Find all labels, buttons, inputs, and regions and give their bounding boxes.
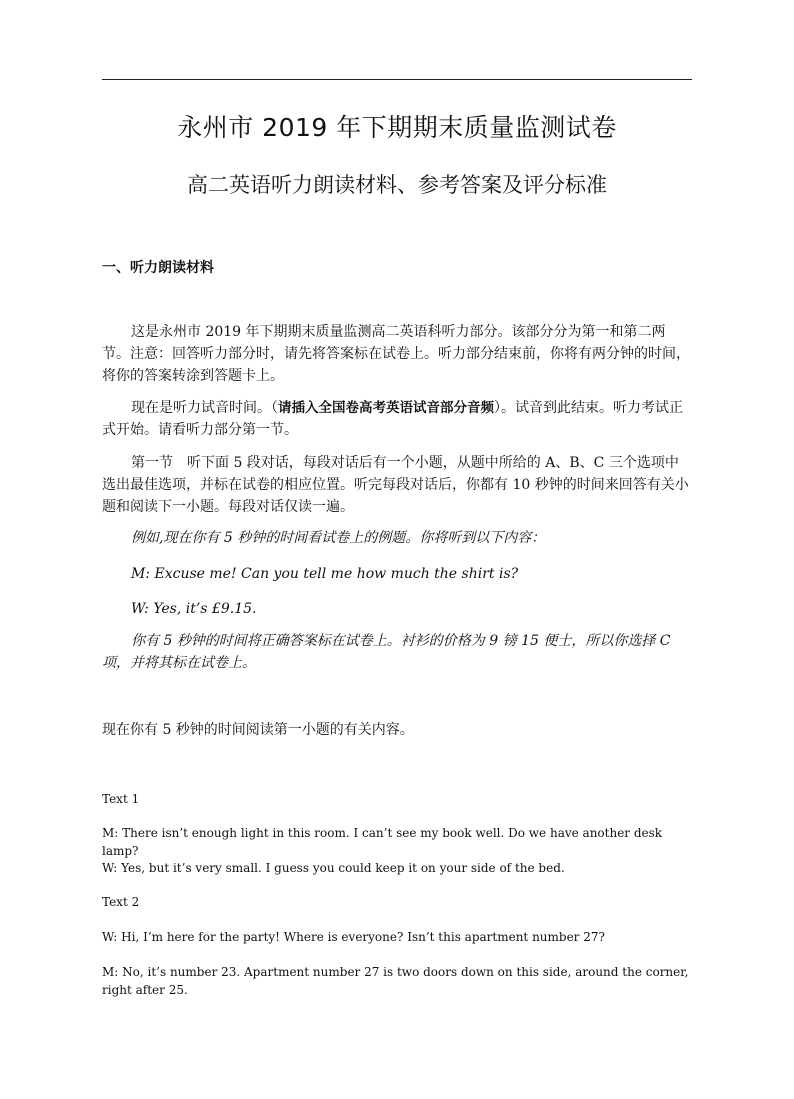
example-woman-line: W: Yes, it’s £9.15. <box>131 601 257 617</box>
example-answer: 你有 5 秒钟的时间将正确答案标在试卷上。衬衫的价格为 9 镑 15 便士，所以你选择 C 项，并将其标在试卷上。 <box>102 633 671 671</box>
read-first-instruction: 现在你有 5 秒钟的时间阅读第一小题的有关内容。 <box>102 722 414 738</box>
dialogue-line: W: Yes, but it’s very small. I guess you could keep it on your side of the bed. <box>102 861 565 875</box>
trial-text-after: ）。试音到此结束。听力考试正式开始。请看听力部分第一节。 <box>102 400 683 438</box>
trial-paragraph <box>102 397 692 441</box>
dialogue-line: M: There isn’t enough light in this room. I can’t see my book well. Do we have another desk lamp? <box>102 826 663 858</box>
text-label: Text 1 <box>102 792 140 806</box>
page-subtitle: 高二英语听力朗读材料、参考答案及评分标准 <box>187 173 607 197</box>
example-man-line: M: Excuse me! Can you tell me how much the shirt is? <box>131 566 519 582</box>
trial-text-before: 现在是听力试音时间。（ <box>131 400 278 416</box>
dialogue-line: M: No, it’s number 23. Apartment number 27 is two doors down on this side, around the corner, right after 25. <box>102 965 689 997</box>
part1-paragraph: 第一节 听下面 5 段对话，每段对话后有一个小题，从题中所给的 A、B、C 三个选项中选出最佳选项，并标在试卷的相应位置。听完每段对话后，你都有 10 秒钟的时间来回答有关小题和阅读下一小题。每段对话仅读一遍。 <box>102 455 689 515</box>
page-title: 永州市 2019 年下期期末质量监测试卷 <box>177 113 617 142</box>
trial-text-bold: 请插入全国卷高考英语试音部分音频 <box>278 400 494 416</box>
example-intro: 例如,现在你有 5 秒钟的时间看试卷上的例题。你将听到以下内容： <box>131 530 546 546</box>
text-label: Text 2 <box>102 895 140 909</box>
section-heading: 一、听力朗读材料 <box>102 260 214 276</box>
intro-paragraph: 这是永州市 2019 年下期期末质量监测高二英语科听力部分。该部分分为第一和第二两节。注意：回答听力部分时，请先将答案标在试卷上。听力部分结束前，你将有两分钟的时间，将你的答案转涂到答题卡上。 <box>102 324 690 384</box>
dialogue-line: W: Hi, I’m here for the party! Where is everyone? Isn’t this apartment number 27? <box>102 930 605 944</box>
header-rule <box>102 79 692 80</box>
